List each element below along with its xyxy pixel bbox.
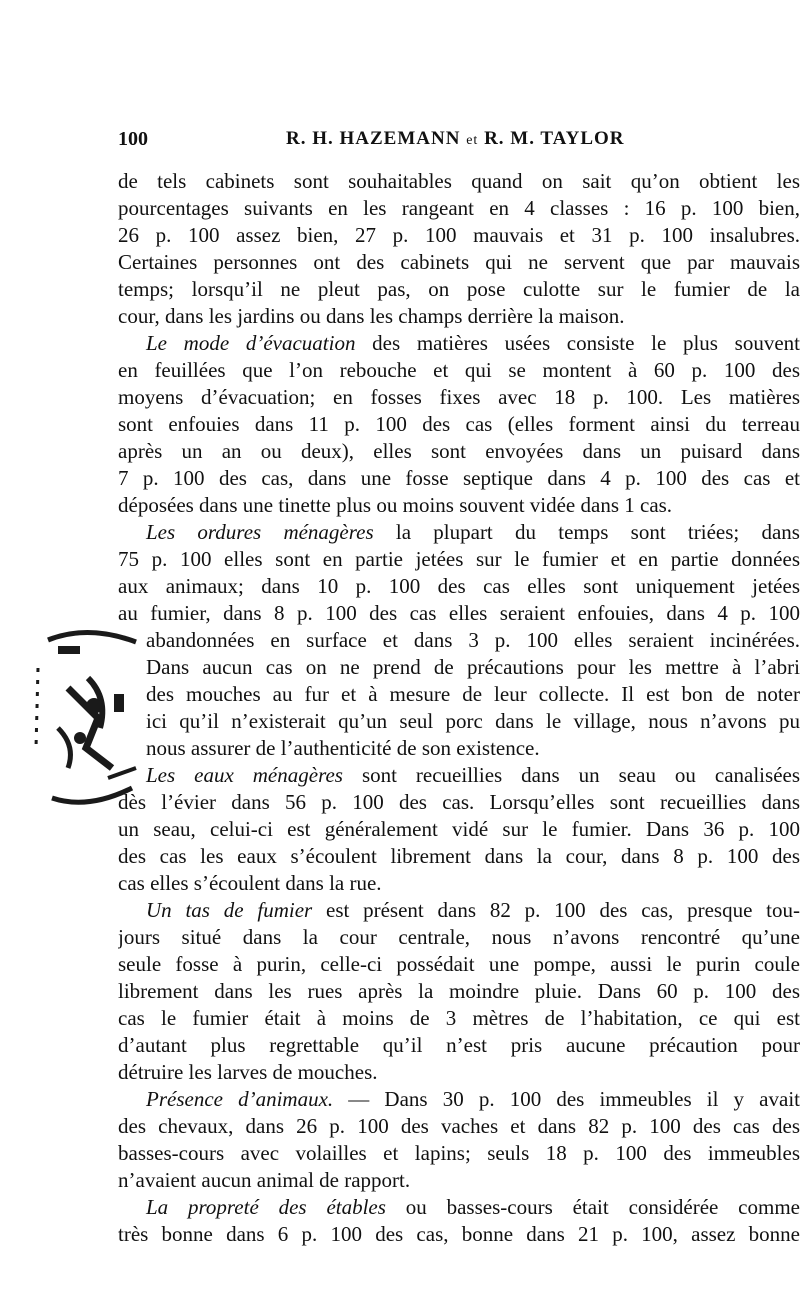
text-line: Dans aucun cas on ne prend de précautions pour les mettre à l’abri: [146, 655, 800, 679]
text-line: détruire les larves de mouches.: [118, 1060, 378, 1084]
text-line: [118, 762, 800, 789]
text-line: après un an ou deux), elles sont envoyées dans un puisard dans: [118, 439, 800, 463]
page-number: 100: [118, 128, 148, 150]
section-text: la plupart du temps sont triées; dans: [373, 520, 800, 544]
section-lead: La propreté des étables: [146, 1195, 386, 1219]
text-line: [118, 519, 800, 546]
text-line: [118, 330, 800, 357]
text-line: 26 p. 100 assez bien, 27 p. 100 mauvais et 31 p. 100 insalubres.: [118, 223, 800, 247]
text-line: seule fosse à purin, celle-ci possédait une pompe, aussi le purin coule: [118, 952, 800, 976]
text-line: des mouches au fur et à mesure de leur collecte. Il est bon de noter: [146, 682, 800, 706]
text-line: aux animaux; dans 10 p. 100 des cas elles sont uniquement jetées: [118, 574, 800, 598]
text-line: des chevaux, dans 26 p. 100 des vaches et dans 82 p. 100 des cas des: [118, 1114, 800, 1138]
text-line: au fumier, dans 8 p. 100 des cas elles seraient enfouies, dans 4 p. 100: [118, 601, 800, 625]
text-line: un seau, celui-ci est généralement vidé sur le fumier. Dans 36 p. 100: [118, 817, 800, 841]
text-line: très bonne dans 6 p. 100 des cas, bonne dans 21 p. 100, assez bonne: [118, 1222, 800, 1246]
text-line: de tels cabinets sont souhaitables quand on sait qu’on obtient les: [118, 169, 800, 193]
text-line: librement dans les rues après la moindre pluie. Dans 60 p. 100 des: [118, 979, 800, 1003]
section-text: ou basses-cours était considérée comme: [385, 1195, 800, 1219]
section-text: — Dans 30 p. 100 des immeubles il y avait: [333, 1087, 800, 1111]
text-line: cas elles s’écoulent dans la rue.: [118, 871, 382, 895]
section-lead: Le mode d’évacuation: [146, 331, 356, 355]
text-line: n’avaient aucun animal de rapport.: [118, 1168, 411, 1192]
body-text: [118, 168, 800, 1248]
text-line: [118, 1086, 800, 1113]
section-lead: Présence d’animaux.: [146, 1087, 334, 1111]
text-line: en feuillées que l’on rebouche et qui se montent à 60 p. 100 des: [118, 358, 800, 382]
text-line: [118, 897, 800, 924]
text-line: temps; lorsqu’il ne pleut pas, on pose culotte sur le fumier de la: [118, 277, 800, 301]
text-line: [118, 1194, 800, 1221]
running-title: [286, 128, 625, 150]
text-line: jours situé dans la cour centrale, nous n’avons rencontré qu’une: [118, 925, 800, 949]
author-conjunction: et: [466, 133, 479, 148]
section-lead: Un tas de fumier: [146, 898, 313, 922]
text-line: 75 p. 100 elles sont en partie jetées sur le fumier et en partie données: [118, 547, 800, 571]
text-line: d’autant plus regrettable qu’il n’est pris aucune précaution pour: [118, 1033, 800, 1057]
text-line: cour, dans les jardins ou dans les champs derrière la maison.: [118, 304, 625, 328]
section-lead: Les ordures ménagères: [146, 520, 374, 544]
section-text: sont recueillies dans un seau ou canalisées: [342, 763, 800, 787]
author-a: R. H. HAZEMANN: [286, 128, 461, 149]
section-text: des matières usées consiste le plus souvent: [355, 331, 800, 355]
running-header: [118, 128, 800, 158]
section-text: est présent dans 82 p. 100 des cas, presque tou-: [312, 898, 800, 922]
text-line: Certaines personnes ont des cabinets qui ne servent que par mauvais: [118, 250, 800, 274]
text-line: 7 p. 100 des cas, dans une fosse septique dans 4 p. 100 des cas et: [118, 466, 800, 490]
text-line: des cas les eaux s’écoulent librement dans la cour, dans 8 p. 100 des: [118, 844, 800, 868]
text-line: sont enfouies dans 11 p. 100 des cas (elles forment ainsi du terreau: [118, 412, 800, 436]
text-line: basses-cours avec volailles et lapins; seuls 18 p. 100 des immeubles: [118, 1141, 800, 1165]
text-line: abandonnées en surface et dans 3 p. 100 elles seraient incinérées.: [146, 628, 800, 652]
text-line: dès l’évier dans 56 p. 100 des cas. Lorsqu’elles sont recueillies dans: [118, 790, 800, 814]
text-line: nous assurer de l’authenticité de son existence.: [146, 736, 540, 760]
section-lead: Les eaux ménagères: [146, 763, 343, 787]
author-b: R. M. TAYLOR: [484, 128, 625, 149]
text-line: moyens d’évacuation; en fosses fixes avec 18 p. 100. Les matières: [118, 385, 800, 409]
text-line: cas le fumier était à moins de 3 mètres de l’habitation, ce qui est: [118, 1006, 800, 1030]
text-line: ici qu’il n’existerait qu’un seul porc dans le village, nous n’avons pu: [146, 709, 800, 733]
text-line: déposées dans une tinette plus ou moins souvent vidée dans 1 cas.: [118, 493, 673, 517]
library-stamp-icon: [28, 628, 146, 806]
text-line: pourcentages suivants en les rangeant en 4 classes : 16 p. 100 bien,: [118, 196, 800, 220]
